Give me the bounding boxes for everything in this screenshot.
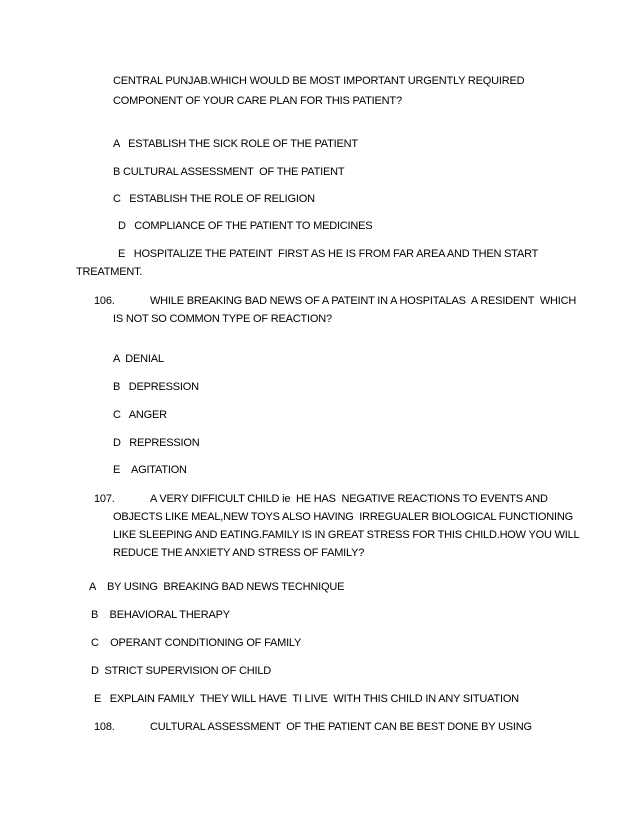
question-number: 107. xyxy=(94,493,115,505)
question-text: COMPONENT OF YOUR CARE PLAN FOR THIS PATIENT? xyxy=(113,95,402,107)
answer-option: C ANGER xyxy=(113,409,167,421)
question-number: 108. xyxy=(94,721,115,733)
question-number: 106. xyxy=(94,295,115,307)
answer-option: C OPERANT CONDITIONING OF FAMILY xyxy=(91,637,302,649)
answer-option: D REPRESSION xyxy=(113,437,200,449)
question-text: LIKE SLEEPING AND EATING.FAMILY IS IN GREAT STRESS FOR THIS CHILD.HOW YOU WILL xyxy=(113,529,580,541)
answer-option: E AGITATION xyxy=(113,464,187,476)
question-text: REDUCE THE ANXIETY AND STRESS OF FAMILY? xyxy=(113,547,365,559)
answer-option: E EXPLAIN FAMILY THEY WILL HAVE TI LIVE WITH THIS CHILD IN ANY SITUATION xyxy=(94,693,519,705)
question-text: CULTURAL ASSESSMENT OF THE PATIENT CAN BE BEST DONE BY USING xyxy=(150,721,532,733)
answer-option: C ESTABLISH THE ROLE OF RELIGION xyxy=(113,193,315,205)
answer-option: B DEPRESSION xyxy=(113,381,199,393)
answer-option: D COMPLIANCE OF THE PATIENT TO MEDICINES xyxy=(118,220,373,232)
answer-option: B BEHAVIORAL THERAPY xyxy=(91,609,230,621)
answer-option: E HOSPITALIZE THE PATEINT FIRST AS HE IS FROM FAR AREA AND THEN START xyxy=(118,248,539,260)
answer-option: D STRICT SUPERVISION OF CHILD xyxy=(91,665,272,677)
question-text: OBJECTS LIKE MEAL,NEW TOYS ALSO HAVING IRREGUALER BIOLOGICAL FUNCTIONING xyxy=(113,511,573,523)
answer-option: A BY USING BREAKING BAD NEWS TECHNIQUE xyxy=(89,581,345,593)
answer-option: A ESTABLISH THE SICK ROLE OF THE PATIENT xyxy=(113,138,358,150)
question-text: A VERY DIFFICULT CHILD ie HE HAS NEGATIVE REACTIONS TO EVENTS AND xyxy=(150,493,548,505)
answer-option: B CULTURAL ASSESSMENT OF THE PATIENT xyxy=(113,166,345,178)
question-text: CENTRAL PUNJAB.WHICH WOULD BE MOST IMPORTANT URGENTLY REQUIRED xyxy=(113,75,525,87)
answer-option-continuation: TREATMENT. xyxy=(76,266,143,278)
question-text: WHILE BREAKING BAD NEWS OF A PATEINT IN A HOSPITALAS A RESIDENT WHICH xyxy=(150,295,577,307)
question-text: IS NOT SO COMMON TYPE OF REACTION? xyxy=(113,313,332,325)
answer-option: A DENIAL xyxy=(113,353,164,365)
